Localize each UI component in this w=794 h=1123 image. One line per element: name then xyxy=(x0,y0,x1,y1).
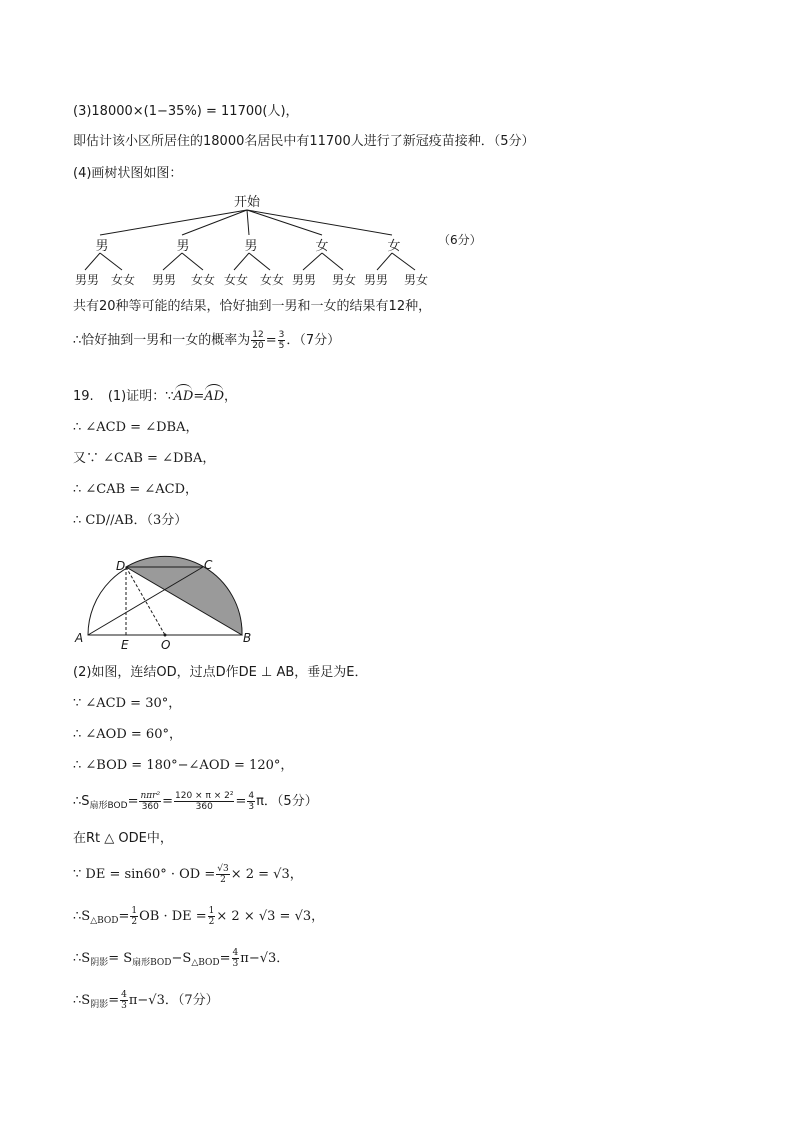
tree-leaf: 男男 xyxy=(151,273,177,287)
point-label-e: E xyxy=(121,638,129,652)
question-number: 19. xyxy=(73,389,94,404)
arc-ad: AD xyxy=(204,389,225,404)
arc-ad: AD xyxy=(173,389,194,404)
tree-l1-node: 女 xyxy=(315,239,329,254)
tree-l1-node: 男 xyxy=(95,239,109,254)
tree-leaf: 女女 xyxy=(190,273,216,287)
q19-line4: ∴ ∠CAB = ∠ACD， xyxy=(73,482,198,497)
tree-l1-node: 男 xyxy=(176,239,190,254)
q19-p2-line7: ∵ DE = sin60° · OD = $\frac{√3}{2}$ × 2 = √3， xyxy=(73,864,303,885)
q19-p2-line6: 在Rt △ ODE中， xyxy=(73,831,173,846)
q19-p2-line8: $\therefore S_{\triangle BOD}=$ $\frac{1}{2}$ OB · DE = $\frac{1}{2}$ × 2 × √3 = √3， xyxy=(73,906,325,927)
part3-line1: (3)18000×(1−35%) = 11700(人)， xyxy=(73,104,299,119)
q19-line5: ∴ CD//AB．（3分） xyxy=(73,513,188,528)
tree-leaf: 男男 xyxy=(74,273,100,287)
q19-p2-line1: (2)如图，连结OD，过点D作DE ⊥ AB，垂足为E． xyxy=(73,665,368,680)
q19-line3: 又∵ ∠CAB = ∠DBA， xyxy=(73,451,216,466)
tree-leaf: 男男 xyxy=(291,273,317,287)
q19-p2-line3: ∴ ∠AOD = 60°， xyxy=(73,727,182,742)
q19-p2-line2: ∵ ∠ACD = 30°， xyxy=(73,696,182,711)
part4-result: 共有20种等可能的结果，恰好抽到一男和一女的结果有12种， xyxy=(73,299,432,314)
tree-leaf: 男女 xyxy=(403,273,429,287)
part4-probability: ∴恰好抽到一男和一女的概率为 $\frac{12}{20}$ = $\frac{3}{5}$ ．（7分） xyxy=(73,330,341,351)
tree-score: （6分） xyxy=(438,233,482,247)
q19-p2-line4: ∴ ∠BOD = 180°−∠AOD = 120°， xyxy=(73,758,294,773)
point-label-b: B xyxy=(243,631,252,645)
tree-root: 开始 xyxy=(233,195,261,210)
part4-intro: (4)画树状图如图： xyxy=(73,166,183,181)
tree-diagram xyxy=(60,190,520,290)
part3-line2: 即估计该小区所居住的18000名居民中有11700人进行了新冠疫苗接种．（5分） xyxy=(73,134,535,149)
q19-p2-line5: $\therefore S_{扇形BOD}=$ $\frac{\text{nπr²}}{360}$ = $\frac{\text{120 × π × 2²}}{360}$ = $\frac{4}{3}$ π．（5分） xyxy=(73,791,318,812)
q19-line2: ∴ ∠ACD = ∠DBA， xyxy=(73,420,199,435)
tree-leaf: 女女 xyxy=(259,273,285,287)
q19-p2-line10: $\therefore S_{阴影}=$ $\frac{4}{3}$ π−√3．（7分） xyxy=(73,990,219,1011)
tree-leaf: 女女 xyxy=(223,273,249,287)
tree-leaf: 男女 xyxy=(331,273,357,287)
q19-line1: 19. (1)证明：∵AD=AD， xyxy=(73,389,238,404)
tree-leaf: 女女 xyxy=(110,273,136,287)
q19-p2-line9: $\therefore S_{阴影}= S_{扇形BOD}-S_{\triangle BOD}=$ $\frac{4}{3}$ π−√3． xyxy=(73,948,290,969)
point-label-o: O xyxy=(161,638,171,652)
tree-l1-node: 男 xyxy=(244,239,258,254)
point-label-c: C xyxy=(204,558,213,572)
point-label-d: D xyxy=(116,559,126,573)
tree-leaf: 男男 xyxy=(363,273,389,287)
geometry-figure xyxy=(70,552,270,652)
point-label-a: A xyxy=(75,631,84,645)
tree-l1-node: 女 xyxy=(387,239,401,254)
